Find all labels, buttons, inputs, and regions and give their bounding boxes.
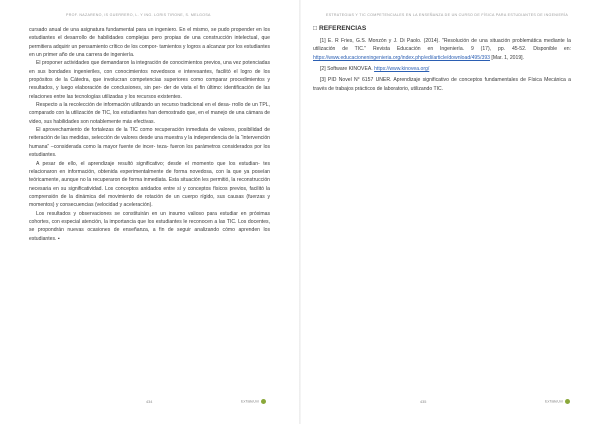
brand-logo-icon <box>261 399 266 404</box>
running-head: PROF. NAZARENO, IS GUERRERO, L. Y ING. LORIS TIRONE, S. MELGOSA <box>66 13 211 17</box>
paragraph: El aprovechamiento de fortalezas de la TIC como recuperación inmediata de valores, posibilidad de reiteración de las medidas, selección de valores desde una muestra y la independencia de la “intervención humana” –considerada como la mayor fuente de incer- teza- fueron los parámetros considerados por los estudiantes. <box>29 127 270 159</box>
brand-label: ExTalleUni <box>241 399 259 404</box>
section-title-text: REFERENCIAS <box>318 25 367 32</box>
paragraph: A pesar de ello, el aprendizaje resultó significativo; desde el momento que los estudian- tes relacionaron en información, obtenida experimentalmente de forma novedosa, con la que ya poseían teóricamente, aunque no la recuperaron de forma inmediata. Esta situación les permitió, la reconstrucción necesaria en su significatividad. Los conceptos anidados entre sí y conceptos físicos previos, facilitó la comprensión de la dinámica del movimiento de rotación de un cuerpo rígido, sus causas (fuerzas y momentos) y consecuencias (velocidad y aceleración). <box>29 160 270 209</box>
section-marker-icon: □ <box>313 25 317 32</box>
section-title <box>313 25 571 32</box>
brand-footer <box>241 399 266 404</box>
body-text <box>29 26 270 243</box>
reference-text: [2] Software KINOVEA. <box>320 66 375 73</box>
paragraph: Los resultados y observaciones se constituirán en un insumo valioso para estudiar en próximas cohortes, con especial atención, la importancia que los estudiantes le reconocen a las TIC. Los docentes, se propondrán nuevas ocasiones de enseñanza, a fin de seguir analizando cómo aprenden los estudiantes. ▪ <box>29 210 270 242</box>
references-section <box>313 25 571 96</box>
reference-item <box>313 76 571 93</box>
paragraph: El proponer actividades que demandaron la integración de conocimientos previos, una vez potenciadas en sus bondades ingenieriles, con conocimientos novedosos e interesantes, facilitó el logro de los propósitos de la Cátedra, que involucran competencias superiores como comparar procedimientos y resultados, y luego elaboración de conclusiones, sin per- der de vista el fin último: identificación de las relaciones entre las tecnologías utilizadas y los recursos existentes. <box>29 60 270 100</box>
reference-text: [1] E. R Fries, G.S. Monzón y J. Di Paolo. (2014). "Resolución de una situación problemática mediante la utilización de TIC." Revista Educación en Ingeniería. 9 (17), pp. 45-52. Disponible en: <box>313 38 571 53</box>
reference-list <box>313 37 571 93</box>
reference-text-after: [Mar. 1, 2019]. <box>490 54 524 61</box>
brand-label: ExTalleUni <box>545 399 563 404</box>
page-number: 434 <box>146 400 153 404</box>
right-page <box>300 0 600 424</box>
reference-item <box>313 65 571 73</box>
paragraph: cursado anual de una asignatura fundamental para un ingeniero. En el mismo, se pudo propender en los estudiantes el desarrollo de habilidades complejas pero propias de una construcción intelectual, que permitiera adquirir un pensamiento crítico de los compor- tamientos y logros a alcanzar por los estudiantes en un primer año de una carrera de ingeniería. <box>29 27 270 59</box>
reference-link[interactable]: https://www.kinovea.org/ <box>374 66 430 73</box>
reference-text: [3] PID Novel N° 6157 UNER. Aprendizaje significativo de conceptos fundamentales de Física Mecánica a través de trabajos prácticos de laboratorio, utilizando TIC. <box>313 77 571 92</box>
paragraph: Respecto a la recolección de información utilizando un recurso tradicional en el desa- rrollo de un TPL, comparado con la utilización de TIC, los estudiantes han demostrado que, en el manejo de una cámara de video, sus habilidades son notablemente más efectivas. <box>29 102 270 125</box>
page-number: 435 <box>420 400 427 404</box>
reference-item <box>313 37 571 62</box>
running-head: ESTRATEGIAS Y TIC COMPETENCIALES EN LA ENSEÑANZA DE UN CURSO DE FÍSICA PARA ESTUDIANTES DE INGENIERÍA <box>326 13 569 17</box>
brand-logo-icon <box>565 399 570 404</box>
reference-link[interactable]: https://www.educacioneningenieria.org/index.php/edi/article/download/495/393 <box>313 54 490 61</box>
brand-footer <box>545 399 570 404</box>
